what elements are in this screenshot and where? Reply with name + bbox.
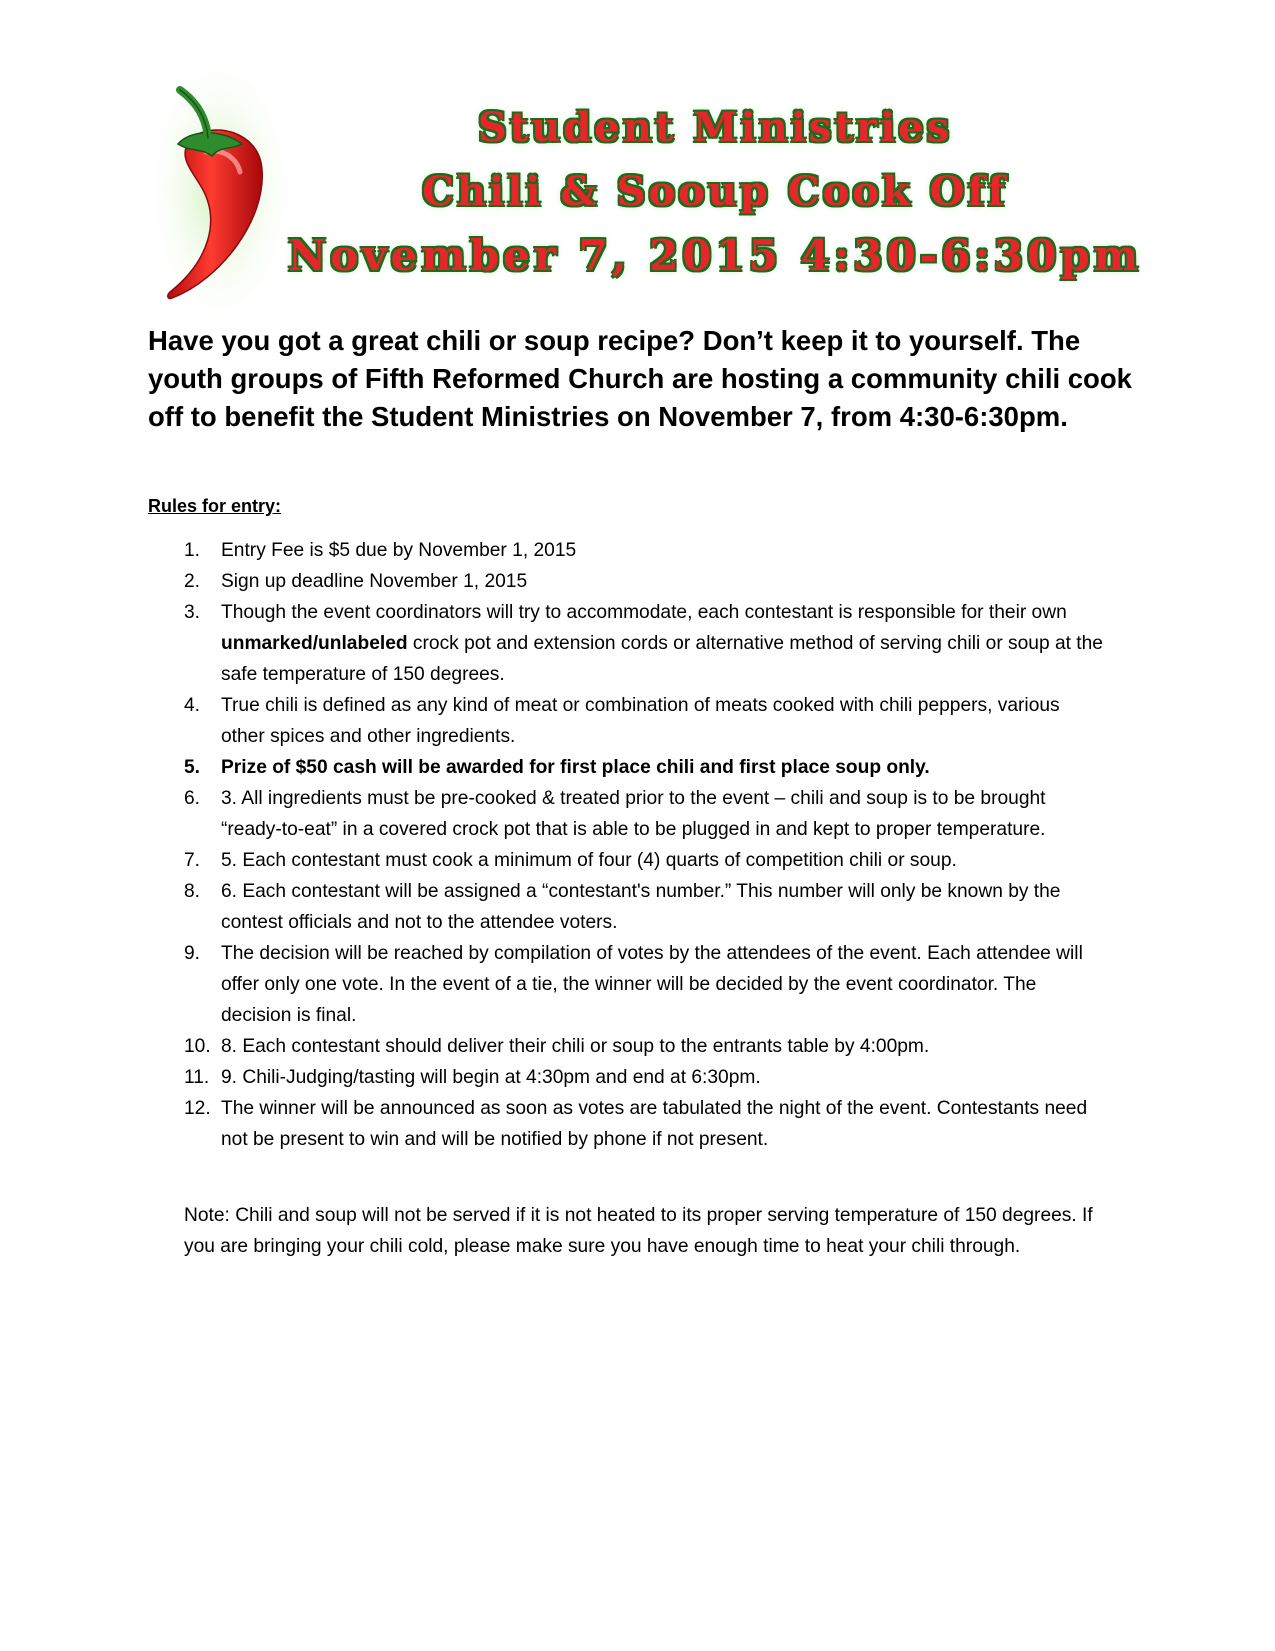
list-item: 1. Entry Fee is $5 due by November 1, 2015 <box>184 540 577 561</box>
list-item: 6. 3. All ingredients must be pre-cooked & treated prior to the event – chili and soup is to be brought “ready-to-eat” in a covered crock pot that is able to be plugged in and kept to proper temperature. <box>184 788 1046 840</box>
bold-emphasis: unmarked/unlabeled <box>221 633 408 654</box>
list-item: 4. True chili is defined as any kind of meat or combination of meats cooked with chili peppers, various other spices and other ingredients. <box>184 695 1060 747</box>
list-item: 3. Though the event coordinators will try to accommodate, each contestant is responsible for their own unmarked/unlabeled crock pot and extension cords or alternative method of serving chili or soup at the safe temperature of 150 degrees. <box>184 602 1103 685</box>
list-item: 9. The decision will be reached by compilation of votes by the attendees of the event. Each attendee will offer only one vote. In the event of a tie, the winner will be decided by the event coordinator. The decision is final. <box>184 943 1083 1026</box>
title-line-date: November 7, 2015 4:30-6:30pm <box>287 231 1143 280</box>
list-item: 8. 6. Each contestant will be assigned a “contestant's number.” This number will only be known by the contest officials and not to the attendee voters. <box>184 881 1061 933</box>
list-item: 11. 9. Chili-Judging/tasting will begin at 4:30pm and end at 6:30pm. <box>184 1067 761 1088</box>
title-line-event: Chili & Sooup Cook Off <box>422 168 1008 215</box>
list-item: 2. Sign up deadline November 1, 2015 <box>184 571 528 592</box>
list-item: 10. 8. Each contestant should deliver their chili or soup to the entrants table by 4:00pm. <box>184 1036 930 1057</box>
rules-list <box>148 535 1108 1155</box>
chili-pepper-icon <box>150 60 290 320</box>
rules-heading: Rules for entry: <box>148 496 282 516</box>
list-item: 7. 5. Each contestant must cook a minimum of four (4) quarts of competition chili or soup. <box>184 850 957 871</box>
note-paragraph: Note: Chili and soup will not be served if it is not heated to its proper serving temperature of 150 degrees. If you are bringing your chili cold, please make sure you have enough time to heat your chili through. <box>184 1205 1093 1257</box>
event-title <box>285 96 1145 288</box>
list-item: 12. The winner will be announced as soon as votes are tabulated the night of the event. Contestants need not be present to win and will be notified by phone if not present. <box>184 1098 1088 1150</box>
list-item-prize: 5. Prize of $50 cash will be awarded for first place chili and first place soup only. <box>184 757 930 778</box>
intro-paragraph: Have you got a great chili or soup recipe? Don’t keep it to yourself. The youth groups of Fifth Reformed Church are hosting a community chili cook off to benefit the Student Ministries on November 7, from 4:30-6:30pm. <box>148 325 1132 432</box>
title-line-ministry: Student Ministries <box>477 104 953 151</box>
